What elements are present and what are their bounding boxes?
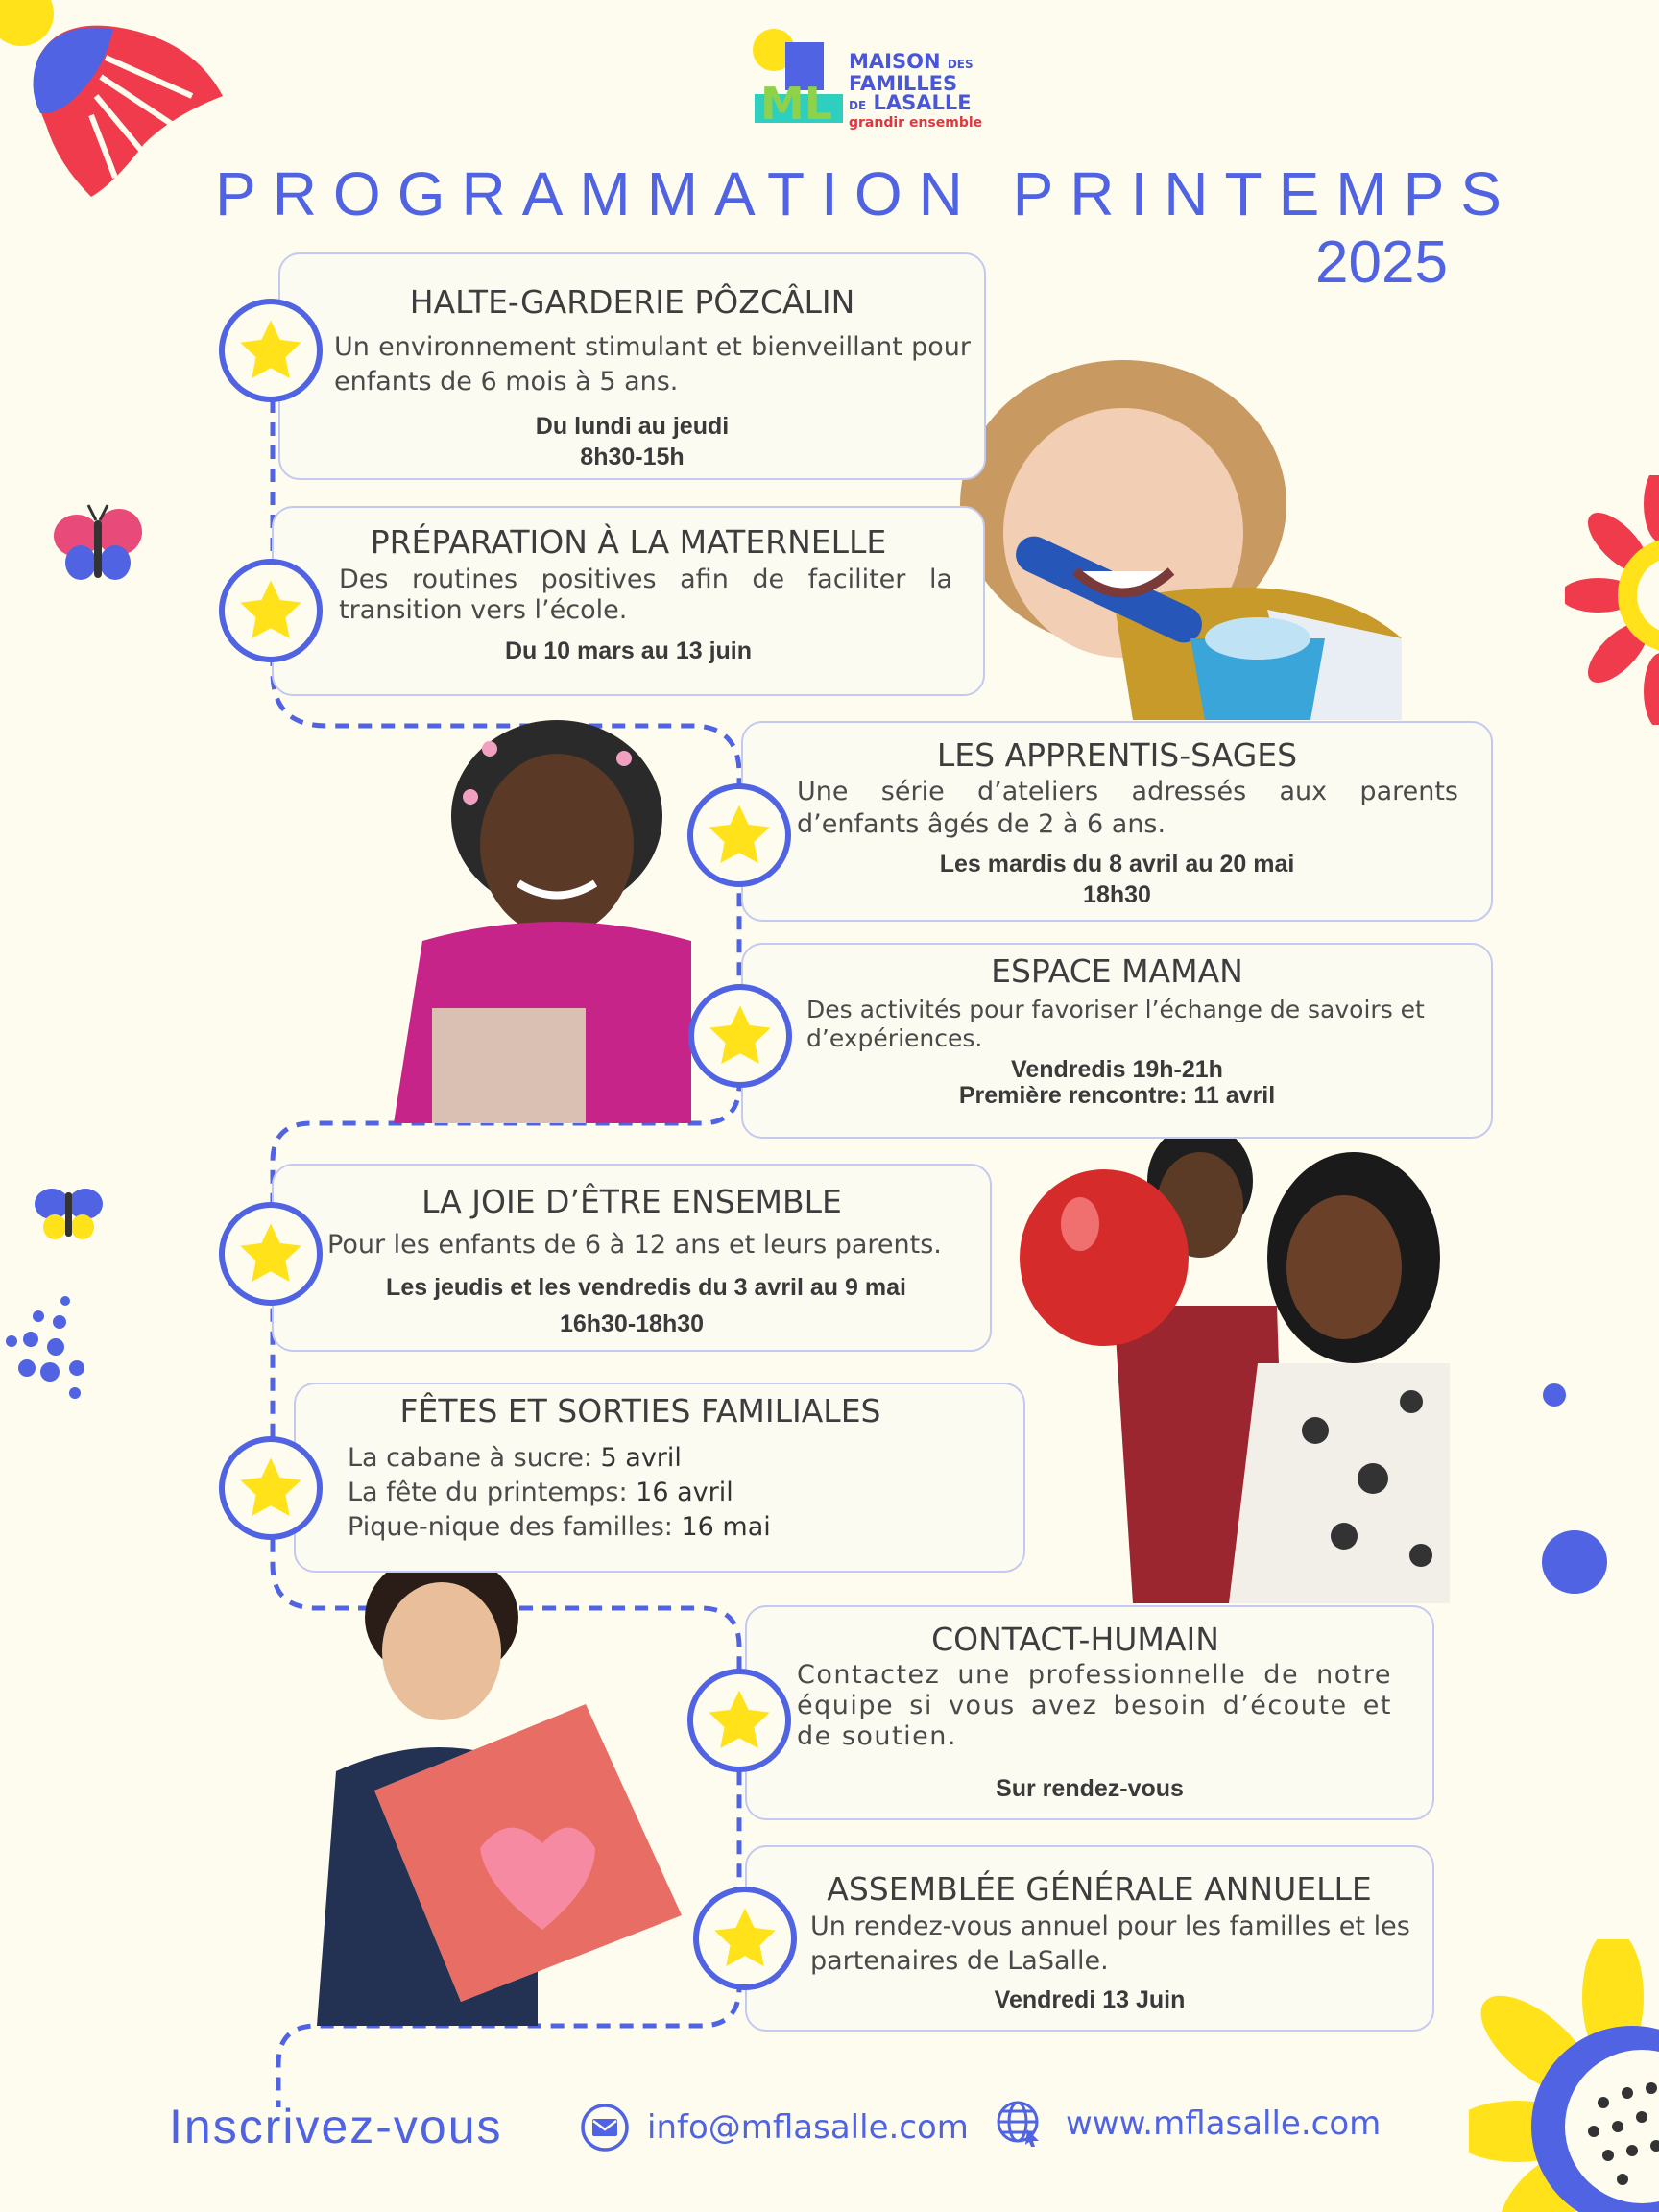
activity-title: FÊTES ET SORTIES FAMILIALES xyxy=(399,1392,881,1430)
activity-description: Des routines positives afin de faciliter la transition vers l’école. xyxy=(339,565,952,625)
outing-label: La cabane à sucre: xyxy=(348,1443,601,1473)
star-badge xyxy=(687,783,791,887)
activity-title: HALTE-GARDERIE PÔZCÂLIN xyxy=(409,283,855,321)
star-icon xyxy=(235,575,306,646)
logo-line-2: FAMILLES xyxy=(849,72,958,95)
logo-line-1: MAISON xyxy=(849,50,941,73)
photo-mother-and-son xyxy=(970,1114,1450,1603)
outing-date: 16 avril xyxy=(636,1478,733,1507)
envelope-icon xyxy=(580,2103,630,2152)
activity-schedule: Vendredi 13 Juin xyxy=(994,1986,1186,2013)
activity-title: PRÉPARATION À LA MATERNELLE xyxy=(370,523,887,561)
activity-card-assemblee-generale xyxy=(745,1845,1434,2032)
star-icon xyxy=(704,800,775,871)
outing-item xyxy=(348,1476,1023,1510)
outing-date: 5 avril xyxy=(600,1443,682,1473)
star-icon xyxy=(235,1218,306,1289)
activity-hours: 8h30-15h xyxy=(580,444,685,470)
activity-title: CONTACT-HUMAIN xyxy=(931,1621,1219,1658)
activity-title: ESPACE MAMAN xyxy=(991,952,1243,990)
star-icon xyxy=(705,1000,776,1071)
activity-description: Des activités pour favoriser l’échange de savoirs et d’expériences. xyxy=(806,996,1425,1052)
activity-card-preparation-maternelle xyxy=(272,506,985,696)
page-title: PROGRAMMATION PRINTEMPS xyxy=(215,159,1518,228)
activity-card-joie-etre-ensemble xyxy=(272,1164,992,1352)
outing-date: 16 mai xyxy=(681,1512,771,1542)
logo-mark: ML xyxy=(760,78,833,130)
star-icon xyxy=(235,1453,306,1524)
outing-item xyxy=(348,1510,1023,1545)
outings-list xyxy=(348,1441,1023,1545)
activity-card-halte-garderie xyxy=(278,252,986,480)
logo-line-1-small: DES xyxy=(947,58,974,71)
star-badge xyxy=(219,1436,323,1540)
website-link[interactable] xyxy=(995,2099,1381,2149)
activity-title: LA JOIE D’ÊTRE ENSEMBLE xyxy=(421,1183,842,1220)
outing-item xyxy=(348,1441,1023,1476)
website-text: www.mflasalle.com xyxy=(1066,2104,1382,2143)
star-icon xyxy=(235,315,306,386)
logo-line-3: LASALLE xyxy=(873,91,972,114)
outing-label: Pique-nique des familles: xyxy=(348,1512,682,1542)
star-icon xyxy=(704,1685,775,1756)
star-badge xyxy=(219,299,323,402)
activity-schedule: Les jeudis et les vendredis du 3 avril au 9 mai xyxy=(386,1274,906,1301)
email-link[interactable] xyxy=(580,2103,969,2152)
activity-title: ASSEMBLÉE GÉNÉRALE ANNUELLE xyxy=(827,1870,1372,1908)
activity-description: Une série d’ateliers adressés aux parents d’enfants âgés de 2 à 6 ans. xyxy=(797,777,1458,839)
star-icon xyxy=(709,1903,781,1974)
activity-description: Contactez une professionnelle de notre équipe si vous avez besoin d’écoute et de soutien. xyxy=(797,1660,1392,1751)
activity-schedule: Vendredis 19h-21h xyxy=(1011,1056,1223,1083)
photo-toddler-smiling xyxy=(950,350,1402,720)
activity-card-espace-maman xyxy=(741,943,1493,1139)
activity-description: Pour les enfants de 6 à 12 ans et leurs parents. xyxy=(327,1230,942,1260)
globe-icon xyxy=(995,2099,1045,2149)
page-year: 2025 xyxy=(1315,229,1448,296)
activity-first-meeting: Première rencontre: 11 avril xyxy=(958,1082,1276,1109)
activity-card-contact-humain xyxy=(745,1605,1434,1820)
activity-card-fetes-sorties xyxy=(294,1382,1025,1573)
star-badge xyxy=(687,1669,791,1772)
activity-title: LES APPRENTIS-SAGES xyxy=(936,736,1298,774)
activity-hours: 18h30 xyxy=(1083,881,1151,908)
activity-schedule: Sur rendez-vous xyxy=(996,1775,1184,1802)
activity-schedule: Du lundi au jeudi xyxy=(535,413,730,440)
outing-label: La fête du printemps: xyxy=(348,1478,637,1507)
activity-description: Un rendez-vous annuel pour les familles et les partenaires de LaSalle. xyxy=(810,1911,1410,1976)
activity-hours: 16h30-18h30 xyxy=(559,1310,705,1337)
star-badge xyxy=(219,559,323,662)
logo-line-3-small: DE xyxy=(849,99,867,112)
activity-card-apprentis-sages xyxy=(741,721,1493,922)
activity-schedule: Du 10 mars au 13 juin xyxy=(504,637,753,664)
photo-boy-with-painting xyxy=(317,1551,682,2026)
star-badge xyxy=(688,984,792,1088)
activity-description: Un environnement stimulant et bienveillant pour enfants de 6 mois à 5 ans. xyxy=(334,332,971,397)
star-badge xyxy=(693,1887,797,1990)
logo-tagline: grandir ensemble xyxy=(849,115,983,131)
register-cta[interactable]: Inscrivez-vous xyxy=(169,2100,503,2153)
star-badge xyxy=(219,1202,323,1306)
photo-girl-with-braids xyxy=(384,691,691,1123)
activity-schedule: Les mardis du 8 avril au 20 mai xyxy=(939,851,1295,878)
email-text: info@mflasalle.com xyxy=(647,2108,969,2147)
